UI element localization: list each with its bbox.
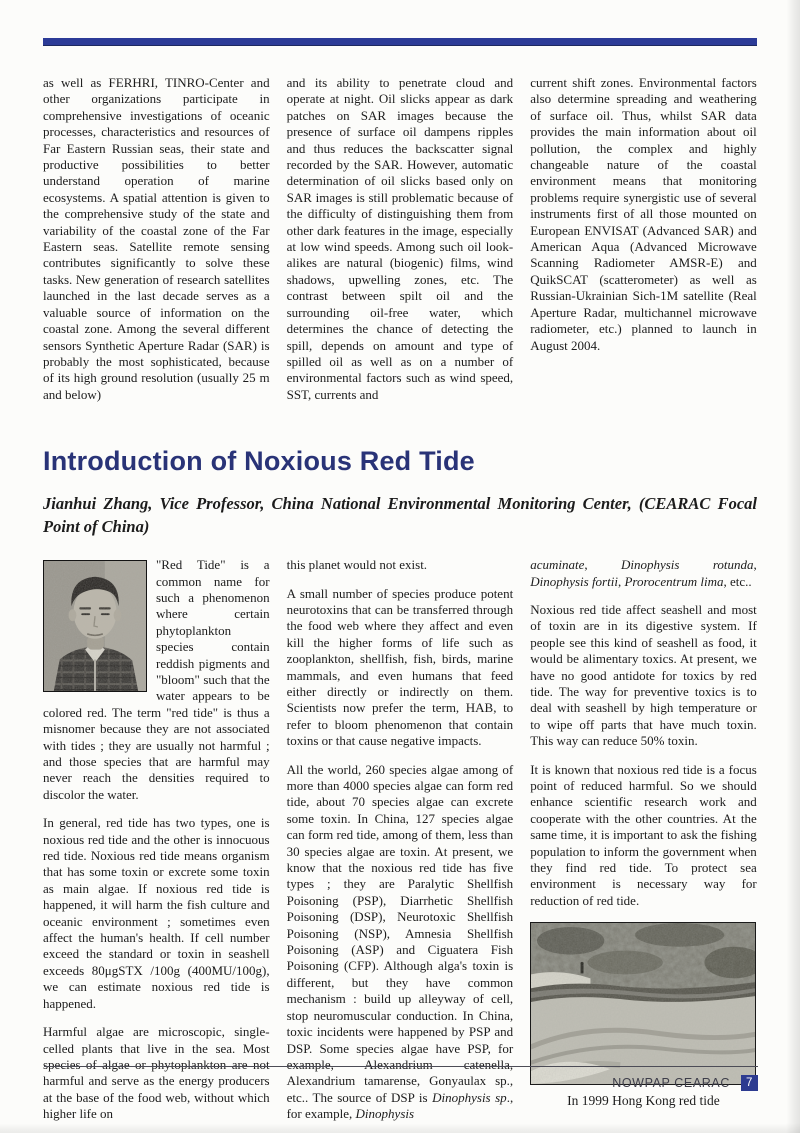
paragraph: In general, red tide has two types, one is noxious red tide and the other is innocuous red tide. Noxious red tide means organism that has some toxin or excrete some toxin as main algae. If noxious red tide is happened, it will harm the fish culture and oceanic environment ; sometimes even affect the human's health. If cell number exceed the standard or toxin in seashell exceeds 80μgSTX /100g (400MU/100g), we can estimate noxious red tide is happened. xyxy=(43,815,270,1011)
author-portrait-photo xyxy=(43,560,147,692)
top-article-section xyxy=(43,75,757,403)
paragraph: acuminate, Dinophysis rotunda, Dinophysis fortii, Prorocentrum lima, etc.. xyxy=(530,557,757,589)
top-article-column-3: current shift zones. Environmental factors also determine spreading and weathering of surface oil. Thus, whilst SAR data provides the main information about oil pollution, the complex and highly changeable nature of the coastal environment means that monitoring problems require synergistic use of several instruments first of all those mounted on European ENVISAT (Advanced SAR) and American Aqua (Advanced Microwave Scanning Radiometer AMSR-E) and QuikSCAT (scatterometer) as well as Russian-Ukrainian Sich-1M satellite (Real Aperture Radar, multichannel microwave radiometer, etc.) planned to launch in August 2004. xyxy=(530,75,757,353)
article-column-3-text xyxy=(530,557,757,909)
paragraph: this planet would not exist. xyxy=(286,557,428,573)
footer-row xyxy=(44,1075,758,1091)
article-byline: Jianhui Zhang, Vice Professor, China National Environmental Monitoring Center, (CEARAC Focal Point of China) xyxy=(43,494,757,537)
page-content xyxy=(43,38,757,1123)
article-column-3 xyxy=(530,557,757,1109)
scan-edge-shading-bottom xyxy=(0,1123,800,1133)
article-title: Introduction of Noxious Red Tide xyxy=(43,446,475,477)
paragraph: Harmful algae are microscopic, single-celled plants that live in the sea. Most species of algae or phytoplankton are not harmful and serve as the energy producers at the base of the food web, without which higher life on xyxy=(43,1024,270,1122)
paragraph: "Red Tide" is a common name for such a phenomenon where certain phytoplankton species contain reddish pigments and "bloom" such that the water appears to be colored red. The term "red tide" is thus a misnomer because they are not associated with tides ; they are usually not harmful ; and those species that are harmful may never reach the densities required to discolor the water. xyxy=(43,557,270,802)
footer-rule xyxy=(44,1066,758,1067)
photo-caption: In 1999 Hong Kong red tide xyxy=(567,1093,720,1109)
page-footer xyxy=(44,1066,758,1091)
top-article-column-1: as well as FERHRI, TINRO-Center and other organizations participate in comprehensive investigations of oceanic processes, characteristics and resources of Far Eastern Russian seas, their state and productive possibilities to better understand operation of marine ecosystems. A spatial attention is given to the comprehensive study of the state and variability of the coastal zone of the Far Eastern seas. Satellite remote sensing contributes significantly to solve these tasks. New generation of research satellites launched in the last decade serves as a valuable source of information on the coastal zone. Among the several different sensors Synthetic Aperture Radar (SAR) is probably the most sophisticated, because of its high ground resolution (usually 25 m and below) xyxy=(43,75,270,402)
paragraph: It is known that noxious red tide is a focus point of reduced harmful. So we should enhance scientific research work and cooperate with the other countries. At the same time, it is important to ask the fishing population to inform the government when they find red tide. To protect sea environment is necessary way for reduction of red tide. xyxy=(530,761,757,908)
paragraph: A small number of species produce potent neurotoxins that can be transferred through the food web where they affect and even kill the higher forms of life such as zooplankton, shellfish, fish, birds, marine mammals, and even humans that feed either directly or indirectly on them. Scientists now prefer the term, HAB, to refer to bloom phenomenon that contain toxins or that cause negative impacts. xyxy=(286,585,514,749)
page-number-badge: 7 xyxy=(741,1075,758,1091)
article-column-1 xyxy=(43,557,270,1122)
top-article-column-2: and its ability to penetrate cloud and operate at night. Oil slicks appear as dark patches on SAR images because the presence of surface oil dampens ripples and thus reduces the backscatter signal recorded by the SAR. However, automatic determination of oil slicks based only on SAR images is still problematic because of the difficulty of distinguishing them from other dark features in the image, especially at low wind speeds. Among such oil look-alikes are natural (biogenic) films, wind shadows, upwelling zones, etc. The contrast between spilt oil and the surrounding oil-free water, which determines the chance of detecting the spill, depends on amount and type of spilled oil as well as on a number of environmental factors such as wind speed, SST, currents and xyxy=(286,75,514,402)
scan-edge-shading-right xyxy=(786,0,800,1133)
paragraph: Noxious red tide affect seashell and most of toxin are in its digestive system. If people see this kind of seashell as food, it would be alimentary toxics. At present, we have no good antidote for toxics by red tide. The way for preventive toxics is to deal with seashell by high temperature or to wipe off parts that have much toxin. This way can reduce 50% toxin. xyxy=(530,601,757,749)
hong-kong-red-tide-photo xyxy=(530,922,756,1085)
top-navy-rule xyxy=(43,38,757,46)
paragraph: All the world, 260 species algae among of more than 4000 species algae can form red tide, about 70 species algae can excrete some toxin. In China, 127 species algae can form red tide, among of them, less than 30 species algae are toxin. At present, we know that the noxious red tide has five types ; they are Paralytic Shellfish Poisoning (PSP), Diarrhetic Shellfish Poisoning (DSP), Neurotoxic Shellfish Poisoning (NSP), Amnesia Shellfish Poisoning (ASP) and Ciguatera Fish Poisoning (CFP). Although alga's toxin is different, but they have common mechanism : build up alleyway of cell, stop neuromuscular conduction. In China, toxic incidents were happened by PSP and DSP. Some species algae have PSP, for example, Alexandrium catenella, Alexandrium tamarense, Gonyaulax sp., etc.. The source of DSP is Dinophysis sp., for example, Dinophysis xyxy=(286,761,514,1122)
footer-brand: NOWPAP CEARAC xyxy=(612,1076,730,1090)
article-column-2 xyxy=(287,557,514,1122)
article-body xyxy=(43,557,757,1122)
article-column-2-text xyxy=(287,557,514,1122)
